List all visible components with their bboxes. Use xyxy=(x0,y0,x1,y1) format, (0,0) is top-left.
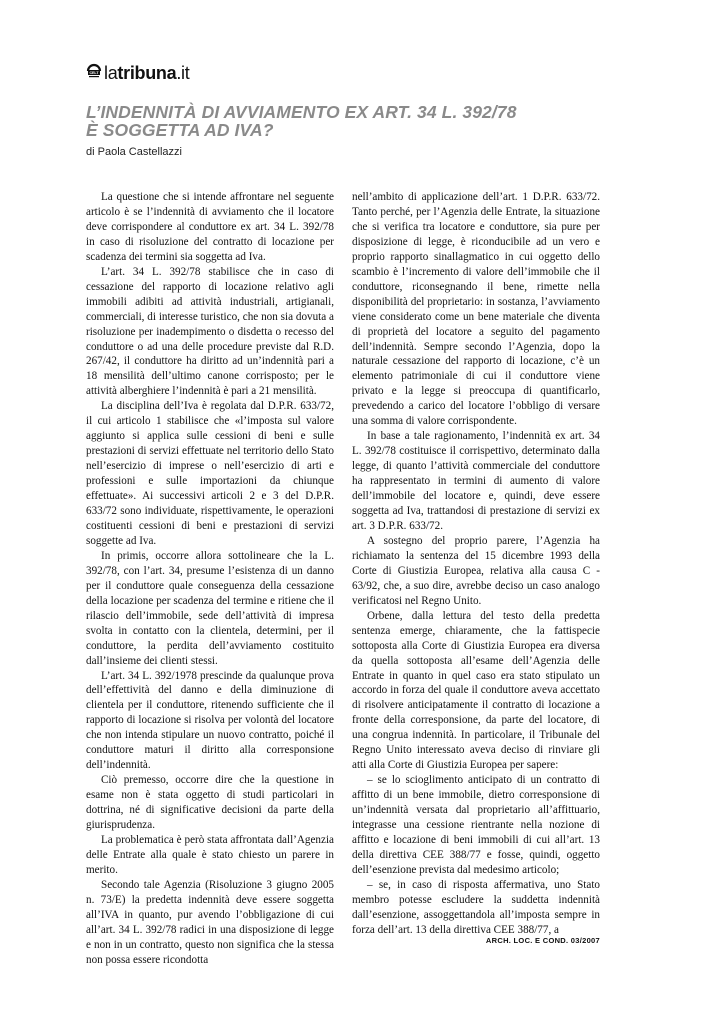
logo-tribuna: tribuna xyxy=(117,63,177,83)
paragraph: Orbene, dalla lettura del testo della predetta sentenza emerge, chiaramente, che la fattispecie sottoposta alla Corte di Giustizia Europea era diversa da quella sottoposta all’esame dell’Agenzia delle Entrate in quanto in quel caso era stato stipulato un accordo in forza del quale il conduttore aveva accettato di risolvere anticipatamente il contratto di locazione a fronte della corresponsione, da parte del locatore, di una congrua indennità. In particolare, il Tribunale del Regno Unito interessato aveva deciso di rinviare gli atti alla Corte di Giustizia Europea per sapere: xyxy=(352,609,600,772)
paragraph: La disciplina dell’Iva è regolata dal D.P.R. 633/72, il cui articolo 1 stabilisce che «l’imposta sul valore aggiunto si applica sulle cessioni di beni e sulle prestazioni di servizi effettuate nel territorio dello Stato nell’esercizio di imprese o nell’esercizio di arti e professioni e sulle importazioni da chiunque effettuate». Ai successivi articoli 2 e 3 del D.P.R. 633/72 sono individuate, rispettivamente, le operazioni costituenti cessioni di beni e prestazioni di servizi soggette ad Iva. xyxy=(86,400,334,547)
list-item: – se lo scioglimento anticipato di un contratto di affitto di un bene immobile, dietro corresponsione di un’indennità versata dal proprietario all’affittuario, integrasse una cessione rientrante nella nozione di affitto e locazione di beni immobili di cui all’art. 13 della direttiva CEE 388/77 e fosse, quindi, oggetto dell’esenzione prevista dal medesimo articolo; xyxy=(352,774,600,876)
paragraph: La questione che si intende affrontare nel seguente articolo è se l’indennità di avviamento che il locatore deve corrispondere al conduttore ex art. 34 L. 392/78 in caso di risoluzione del contratto di locazione per scadenza dei termini sia soggetta ad Iva. xyxy=(86,191,334,263)
article-title xyxy=(86,103,646,139)
logo-small-label: CELT xyxy=(89,71,99,75)
paragraph: Ciò premesso, occorre dire che la questione in esame non è stata oggetto di studi particolari in dottrina, né di significative decisioni da parte della giurisprudenza. xyxy=(86,774,334,832)
article-title-line1: L’INDENNITÀ DI AVVIAMENTO EX ART. 34 L. 392/78 xyxy=(86,102,517,122)
article-author: di Paola Castellazzi xyxy=(86,146,182,158)
paragraph: L’art. 34 L. 392/1978 prescinde da qualunque prova dell’effettività del danno e della diminuzione di clientela per il conduttore, ritenendo sufficiente che il rapporto di locazione si risolva per volontà del locatore che non intenda stipulare un nuovo contratto, poiché il conduttore maturi il diritto alla corresponsione dell’indennità. xyxy=(86,669,334,772)
article-title-line2: È SOGGETTA AD IVA? xyxy=(86,120,274,140)
paragraph: La problematica è però stata affrontata dall’Agenzia delle Entrate alla quale è stato chiesto un parere in merito. xyxy=(86,833,334,876)
paragraph: nell’ambito di applicazione dell’art. 1 D.P.R. 633/72. Tanto perché, per l’Agenzia delle Entrate, la situazione che si verifica tra locatore e conduttore, sia pure per disposizione di legge, è riconducibile ad un vero e proprio rapporto sinallagmatico in cui oggetto dello scambio è l’incremento di valore dell’immobile che il conduttore, riconsegnando il bene, rimette nella disponibilità del proprietario: in sostanza, l’avviamento viene considerato come un bene materiale che diventa di proprietà del locatore a seguito del pagamento dell’indennità. Sempre secondo l’Agenzia, dopo la naturale cessazione del rapporto di locazione, c’è un elemento patrimoniale di cui il conduttore viene privato e la legge si preoccupa di quantificarlo, prevedendo a carico del locatore l’obbligo di versare una somma di valore corrispondente. xyxy=(352,191,600,428)
paragraph: L’art. 34 L. 392/78 stabilisce che in caso di cessazione del rapporto di locazione relativo agli immobili adibiti ad attività industriali, artigianali, commerciali, di interesse turistico, che non sia dovuta a risoluzione per inadempimento o disdetta o recesso del conduttore o ad una delle procedure previste dal R.D. 267/42, il conduttore ha diritto ad un’indennità pari a 18 mensilità dell’ultimo canone corrisposto; per le attività alberghiere l’indennità è pari a 21 mensilità. xyxy=(86,265,334,398)
list-item: – se, in caso di risposta affermativa, uno Stato membro potesse escludere la suddetta indennità dall’esenzione, assoggettandola all’imposta sempre in forza dell’art. 13 della direttiva CEE 388/77, a xyxy=(352,878,600,936)
paragraph: A sostegno del proprio parere, l’Agenzia ha richiamato la sentenza del 15 dicembre 1993 della Corte di Giustizia Europea, relativa alla causa C - 63/92, che, a suo dire, avrebbe deciso un caso analogo verificatosi nel Regno Unito. xyxy=(352,534,600,607)
article-column-left xyxy=(86,190,334,968)
celt-logo-icon xyxy=(86,60,102,82)
article-column-right xyxy=(352,190,600,938)
paragraph: Secondo tale Agenzia (Risoluzione 3 giugno 2005 n. 73/E) la predetta indennità deve essere soggetta all’IVA in quanto, pur avendo l’obbligazione di cui all’art. 34 L. 392/78 radici in una disposizione di legge e non in un contratto, questo non significa che la stessa non possa essere ricondotta xyxy=(86,878,334,966)
paragraph: In primis, occorre allora sottolineare che la L. 392/78, con l’art. 34, presume l’esistenza di un danno per il conduttore quale conseguenza della cessazione della locazione per scadenza del termine e ritiene che il rilascio dell’immobile, sede dell’attività di impresa svolta in contatto con la clientela, determini, per il conduttore, la perdita dell’avviamento costituito dall’insieme dei clienti stessi. xyxy=(86,549,334,667)
logo-wordmark xyxy=(104,64,189,82)
logo-la: la xyxy=(104,63,118,83)
logo-tld: .it xyxy=(176,63,190,83)
journal-reference: ARCH. LOC. E COND. 03/2007 xyxy=(485,936,600,945)
site-logo[interactable] xyxy=(86,60,189,82)
paragraph: In base a tale ragionamento, l’indennità ex art. 34 L. 392/78 costituisce il corrispettivo, determinato dalla legge, di quanto l’attività commerciale del conduttore ha rappresentato in termini di aumento di valore dell’immobile del locatore e, quindi, deve essere soggetta ad Iva, trattandosi di prestazione di servizi ex art. 3 D.P.R. 633/72. xyxy=(352,430,600,532)
